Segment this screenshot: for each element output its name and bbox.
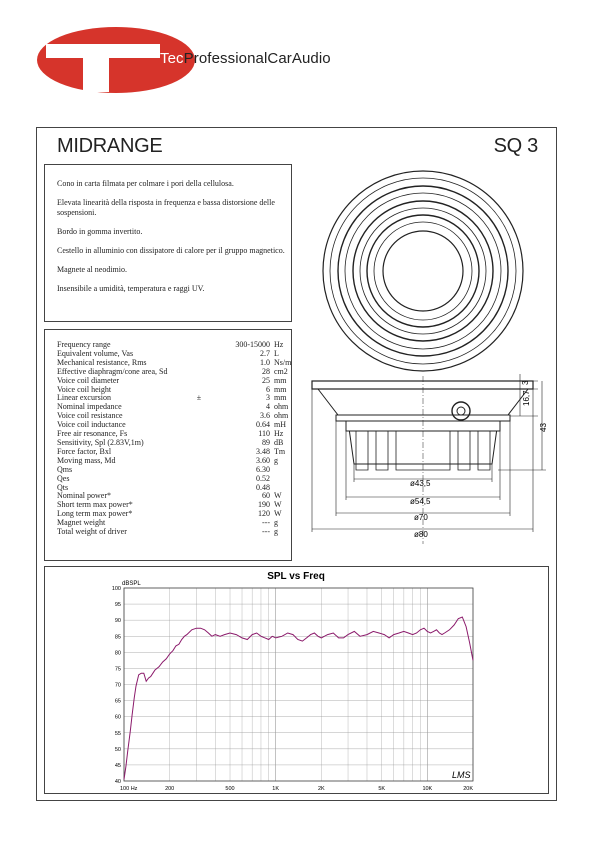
spec-plusminus [194,403,204,412]
spec-plusminus [194,475,204,484]
spec-label: Short term max power* [57,500,133,510]
spec-unit: L [274,348,279,358]
spec-value: 60 [262,491,270,501]
y-tick-label: 45 [114,762,121,769]
chart-x-ticks [120,786,473,792]
dimension-lines [312,374,546,532]
speaker-front-view [323,171,523,371]
dim-total-depth: 43 [539,423,548,432]
spec-value: 3 [266,393,270,403]
spec-value: 4 [266,402,270,412]
spec-unit: mm [274,393,287,403]
spec-value: 2.7 [260,348,270,358]
x-tick-label: 500 [225,786,235,792]
spec-unit: mm [274,384,287,394]
spec-label: Moving mass, Md [57,455,116,465]
spec-value: 300-15000 [235,340,270,349]
spec-unit: W [274,500,282,510]
spec-value: 0.52 [256,473,270,483]
spec-label: Nominal power* [57,491,111,501]
y-tick-label: 100 [111,586,121,592]
spec-label: Voice coil resistance [57,411,123,421]
spec-label: Voice coil height [57,384,112,394]
x-tick-label: 200 [165,786,175,792]
spec-unit: Ns/m [274,357,292,367]
product-category: MIDRANGE [57,135,163,157]
spec-value: --- [262,518,270,528]
spec-label: Sensitivity, Spl (2.83V,1m) [57,437,144,447]
spec-plusminus [194,368,204,377]
speaker-technical-drawing [298,164,549,561]
spec-unit [274,466,291,475]
spec-value: 3.60 [256,455,270,465]
spec-unit: W [274,491,282,501]
description-line: Cono in carta filmata per colmare i pori della cellulosa. [57,179,234,188]
spec-plusminus [194,421,204,430]
spl-vs-freq-chart [44,566,549,794]
chart-y-ticks [112,586,121,785]
y-tick-label: 70 [114,682,121,689]
spec-unit [274,475,291,484]
brand-professional-car-audio: ProfessionalCarAudio [183,50,331,67]
spec-plusminus [194,528,204,537]
spec-value: 120 [258,509,270,519]
dim-flange-height: 3 [521,380,530,385]
product-model: SQ 3 [493,135,538,157]
spec-label: Mechanical resistance, Rms [57,357,147,367]
y-tick-label: 50 [114,746,121,753]
spec-plusminus [194,350,204,359]
description-line: Bordo in gomma invertito. [57,227,143,236]
spec-plusminus [194,448,204,457]
spec-unit: Tm [274,446,286,456]
y-tick-label: 90 [114,618,121,625]
spec-value: 3.6 [260,411,270,421]
spec-label: Voice coil diameter [57,375,120,385]
spec-label: Magnet weight [57,518,106,528]
brand-tec: Tec [160,50,184,67]
spec-plusminus [194,457,204,466]
spec-plusminus: ± [196,393,202,403]
y-tick-label: 75 [114,666,121,673]
dim-diameter-70: ø70 [414,513,428,522]
spec-value: 0.64 [256,420,270,430]
spec-label: Equivalent volume, Vas [57,348,134,358]
spec-value: --- [262,527,270,537]
spec-unit: g [274,527,278,537]
spec-label: Effective diaphragm/cone area, Sd [57,366,168,376]
spec-unit: dB [274,437,284,447]
spec-unit: Hz [274,340,284,349]
spec-unit: W [274,509,282,519]
spec-label: Linear excursion [57,393,111,403]
spec-value: 110 [258,429,270,439]
x-tick-label: 10K [422,786,433,792]
spec-plusminus [194,466,204,475]
spec-label: Qes [57,473,70,483]
spec-label: Nominal impedance [57,402,122,412]
spec-label: Qts [57,482,69,492]
spec-plusminus [194,341,204,350]
spec-value: 28 [262,366,270,376]
y-tick-label: 40 [114,779,121,785]
dim-diameter-43-5: ø43,5 [410,479,431,488]
description-line: Cestello in alluminio con dissipatore di calore per il gruppo magnetico. [57,246,285,255]
dim-diameter-80: ø80 [414,530,428,539]
spec-label: Long term max power* [57,509,133,519]
spec-plusminus [194,359,204,368]
chart-ylabel: dBSPL [122,581,141,587]
spec-row [57,528,291,537]
spec-plusminus [194,510,204,519]
description-line: Elevata linearità della risposta in frequenza e bassa distorsione delle sospensioni. [57,198,275,217]
spec-plusminus [194,377,204,386]
y-tick-label: 60 [114,714,121,721]
specifications-table [57,341,291,537]
spec-unit: ohm [274,411,289,421]
series-line [124,617,473,779]
brand-name [160,50,331,67]
spec-unit: Hz [274,429,284,439]
x-tick-label: 20K [463,786,473,792]
spec-value: 89 [262,437,270,447]
y-tick-label: 55 [114,730,121,737]
spec-value: 3.48 [256,446,270,456]
spec-label: Voice coil inductance [57,420,126,430]
spec-unit: mm [274,375,287,385]
y-tick-label: 65 [114,698,121,705]
spec-unit: g [274,455,278,465]
x-tick-label: 5K [378,786,386,792]
y-tick-label: 80 [114,650,121,657]
spec-value: 190 [258,500,270,510]
description-line: Magnete al neodimio. [57,265,127,274]
spec-value: 6 [266,384,270,394]
spec-label: Total weight of driver [57,527,127,537]
dim-mount-depth: 16,7 [522,390,531,406]
spec-plusminus [194,484,204,493]
chart-signature: LMS [452,770,471,780]
spec-value: 0.48 [256,482,270,492]
spec-label: Force factor, Bxl [57,446,112,456]
spec-plusminus [194,430,204,439]
spec-label: Free air resonance, Fs [57,429,128,439]
spec-plusminus [194,439,204,448]
spec-label: Frequency range [57,340,111,349]
spec-value: 1.0 [260,357,270,367]
spec-unit: cm2 [274,366,288,376]
spec-value: 25 [262,375,270,385]
spec-unit: mH [274,420,286,430]
spec-plusminus [194,501,204,510]
spec-unit: ohm [274,402,289,412]
chart-grid [124,588,473,781]
spec-plusminus [194,492,204,501]
y-tick-label: 95 [114,602,121,609]
x-tick-label: 1K [272,786,280,792]
y-tick-label: 85 [114,634,121,641]
spec-plusminus [194,519,204,528]
x-tick-label: 2K [317,786,325,792]
spec-value: 6.30 [256,464,270,474]
spec-plusminus [194,412,204,421]
description-line: Insensibile a umidità, temperatura e raggi UV. [57,284,205,293]
chart-title: SPL vs Freq [267,571,325,582]
spec-label: Qms [57,464,73,474]
dim-diameter-54-5: ø54,5 [410,497,431,506]
description-text [57,179,285,303]
x-tick-label: 100 Hz [120,786,138,792]
spec-unit: g [274,518,278,528]
